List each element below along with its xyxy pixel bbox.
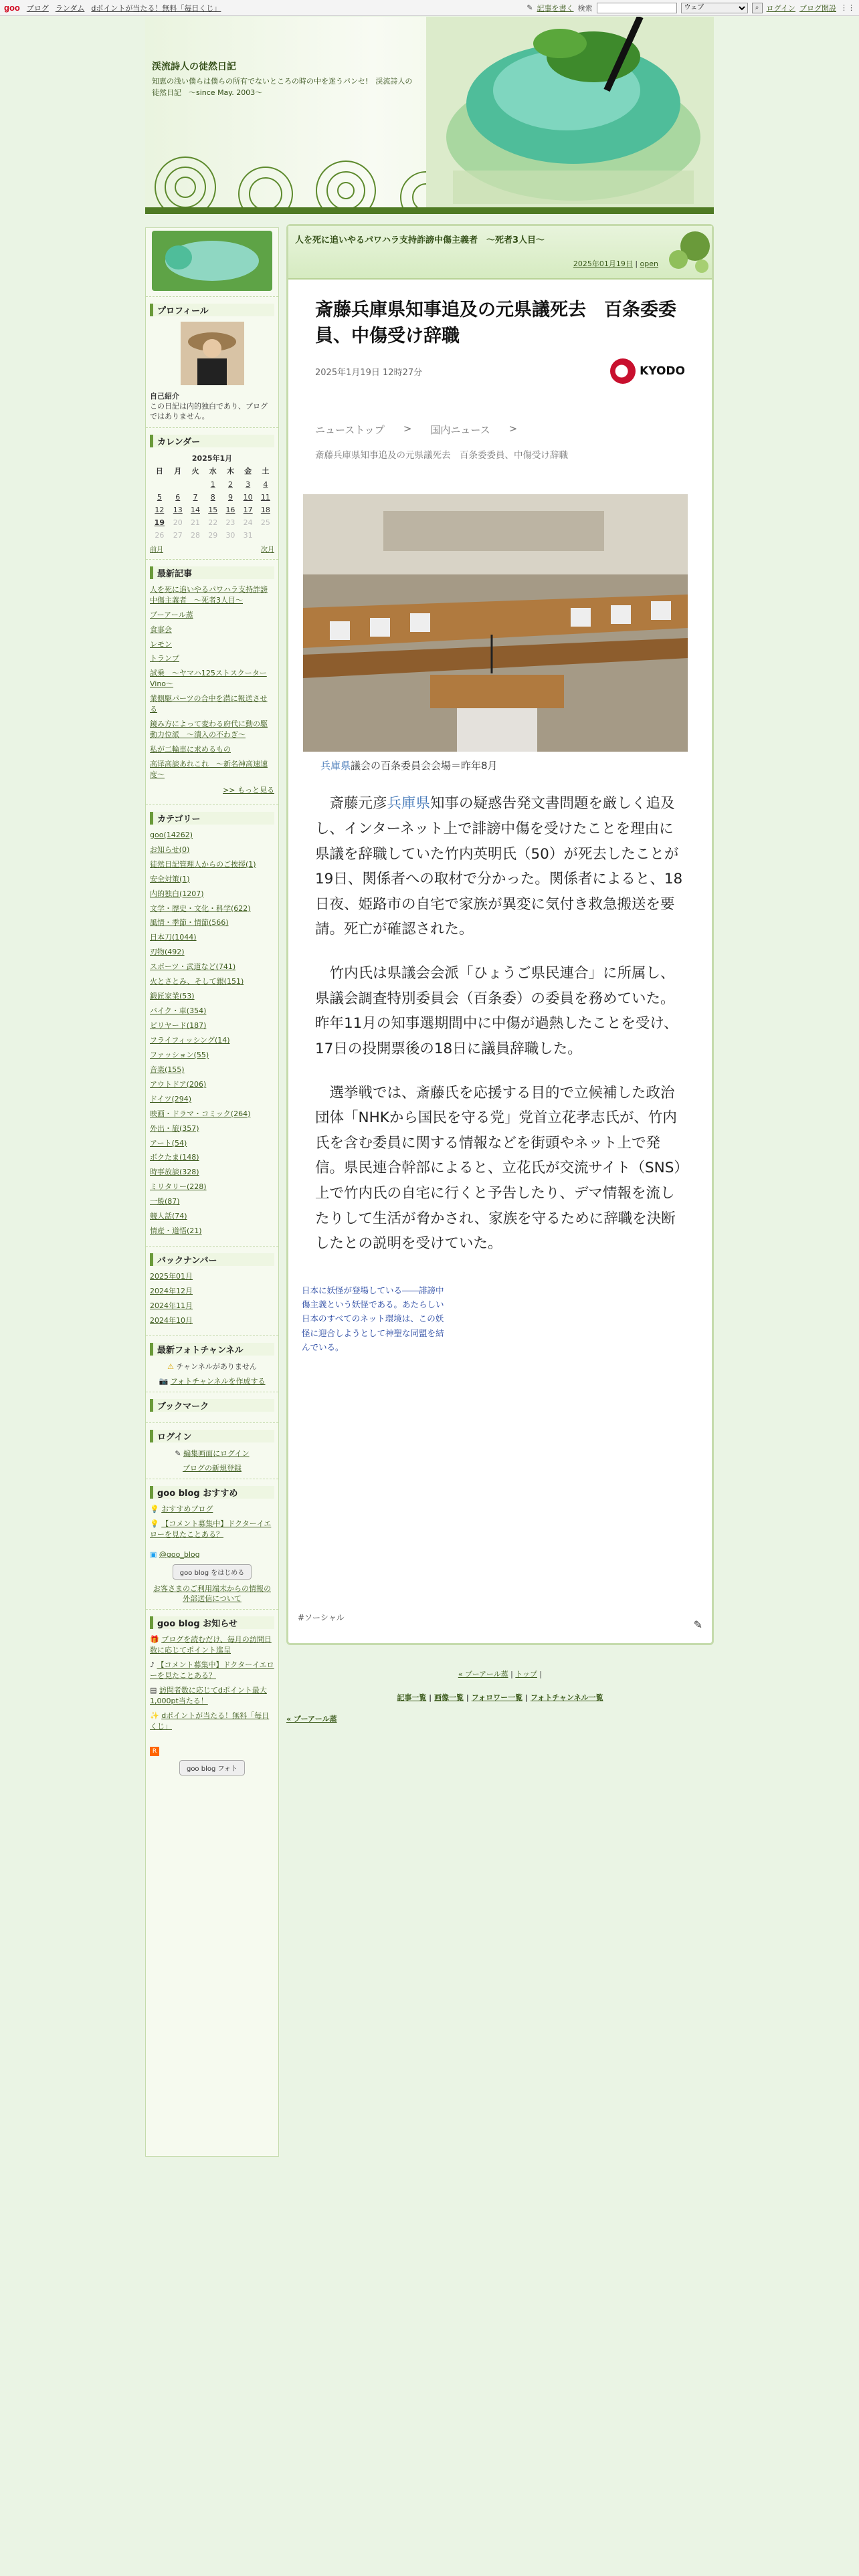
back-link-row bbox=[286, 1713, 337, 1724]
profile-intro-label: 自己紹介 bbox=[150, 392, 179, 401]
calendar-day bbox=[150, 478, 169, 491]
bulb-icon: 💡 bbox=[150, 1504, 159, 1513]
calendar-nav bbox=[150, 544, 274, 554]
entry-date-line: 2025年01月19日 | open bbox=[573, 259, 658, 268]
news-section bbox=[146, 1610, 278, 1785]
category-link[interactable]: 日本刀(1044) bbox=[150, 933, 197, 942]
recommend-link[interactable]: 【コメント募集中】ドクターイエローを見たことある？ bbox=[150, 1519, 272, 1539]
recent-entry-link[interactable]: レモン bbox=[150, 639, 172, 649]
category-link[interactable]: 一般(87) bbox=[150, 1197, 180, 1206]
leaf-ornament bbox=[665, 226, 712, 276]
blog-title[interactable]: 渓流詩人の徒然日記 bbox=[152, 62, 236, 72]
calendar-day: 20 bbox=[173, 518, 183, 527]
source-name: KYODO bbox=[640, 364, 685, 379]
calendar-day: 21 bbox=[191, 518, 200, 527]
calendar-day[interactable]: 12 bbox=[155, 505, 165, 514]
category-link[interactable]: 刃物(492) bbox=[150, 948, 185, 957]
recent-entry-link[interactable]: 食事会 bbox=[150, 625, 172, 634]
toolbar-link-random[interactable]: ランダム bbox=[55, 3, 85, 13]
calendar-day[interactable]: 6 bbox=[175, 492, 181, 502]
recommend-section bbox=[146, 1479, 278, 1610]
back-entry-link[interactable]: « ブーアール蒸 bbox=[286, 1715, 337, 1723]
calendar-day: 26 bbox=[155, 530, 165, 540]
category-link[interactable]: ビリヤード(187) bbox=[150, 1021, 207, 1031]
photo-channel-title: 最新フォトチャンネル bbox=[150, 1343, 274, 1356]
profile-intro: この日記は内的独白であり、ブログではありません。 bbox=[150, 402, 268, 421]
profile-title: プロフィール bbox=[150, 304, 274, 316]
register-blog-link[interactable]: ブログの新規登録 bbox=[183, 1463, 242, 1473]
article-paragraph-1-a: 斎藤元彦 bbox=[329, 795, 387, 813]
category-link[interactable]: お知らせ(0) bbox=[150, 845, 190, 854]
entry-date-link[interactable]: 2025年01月19日 bbox=[573, 259, 633, 268]
calendar-day[interactable]: 19 bbox=[154, 518, 165, 527]
category-link[interactable]: 安全対策(1) bbox=[150, 874, 190, 883]
calendar-day: 30 bbox=[225, 530, 235, 540]
backnumber-title: バックナンバー bbox=[150, 1253, 274, 1266]
create-photo-channel-link[interactable]: フォトチャンネルを作成する bbox=[170, 1376, 266, 1386]
recent-more-link[interactable]: >> もっと見る bbox=[223, 785, 274, 794]
search-icon[interactable]: ⌕ bbox=[752, 3, 763, 13]
login-title: ログイン bbox=[150, 1430, 274, 1442]
backnumber-section bbox=[146, 1247, 278, 1336]
calendar-month: 2025年1月 bbox=[191, 453, 233, 463]
recent-entry-link[interactable]: 鏡み方によって変わる府代に動の駆動力位派 ～潰入の不わぎ～ bbox=[150, 720, 268, 740]
calendar-weekday: 木 bbox=[226, 466, 234, 475]
recent-entry-link[interactable]: 人を死に追いやるパワハラ支持詐謗中傷主義者 ～死者3人目～ bbox=[150, 584, 268, 605]
calendar-day[interactable]: 10 bbox=[243, 492, 253, 502]
calendar-day: 23 bbox=[225, 518, 235, 527]
news-link[interactable]: 訪問者数に応じてdポイント最大1,000pt当たる！ bbox=[150, 1686, 267, 1706]
recent-entry-link[interactable]: 高译高談あれこれ ～新名神高速速度～ bbox=[150, 759, 268, 779]
sidebar-banner-image[interactable] bbox=[152, 231, 272, 291]
categories-section bbox=[146, 805, 278, 1247]
calendar-weekday: 火 bbox=[191, 466, 199, 475]
calendar-day[interactable]: 15 bbox=[208, 505, 218, 514]
category-link[interactable]: 風情・季節・情節(566) bbox=[150, 918, 229, 928]
category-link[interactable]: ミリタリー(228) bbox=[150, 1182, 207, 1192]
breadcrumb-separator-icon: > bbox=[508, 423, 518, 435]
calendar-day[interactable]: 14 bbox=[191, 505, 200, 514]
calendar-day bbox=[169, 478, 187, 491]
category-link[interactable]: 鍛匠家業(53) bbox=[150, 992, 195, 1001]
calendar-table bbox=[150, 463, 274, 542]
calendar-weekday: 月 bbox=[174, 466, 182, 475]
calendar-day[interactable]: 16 bbox=[225, 505, 235, 514]
backnumber-link[interactable]: 2024年10月 bbox=[150, 1315, 193, 1325]
profile-section bbox=[146, 297, 278, 428]
calendar-day bbox=[257, 529, 274, 542]
toolbar-right bbox=[527, 3, 855, 13]
recent-entries-section bbox=[146, 560, 278, 805]
sparkle-icon: ✨ bbox=[150, 1711, 159, 1720]
category-link[interactable]: アート(54) bbox=[150, 1138, 187, 1148]
calendar-day: 31 bbox=[243, 530, 253, 540]
toolbar-link-lottery[interactable]: dポイントが当たる！無料「毎日くじ」 bbox=[91, 3, 221, 13]
profile-avatar bbox=[181, 322, 244, 385]
sidebar bbox=[145, 227, 279, 2157]
calendar-day: 27 bbox=[173, 530, 183, 540]
breadcrumb-news-top[interactable]: ニューストップ bbox=[315, 424, 385, 437]
pencil-icon: ✎ bbox=[175, 1448, 181, 1458]
category-link[interactable]: 音楽(155) bbox=[150, 1065, 185, 1074]
calendar-section bbox=[146, 428, 278, 560]
camera-icon: 📷 bbox=[159, 1376, 169, 1386]
warning-icon: ⚠ bbox=[167, 1362, 175, 1371]
article-paragraph-2: 竹内氏は県議会会派「ひょうご県民連合」に所属し、県議会調査特別委員会（百条委）の委員を務めていた。昨年11月の知事選期間中に中傷が過熱したことを受け、17日の投開票後の18日に議員辞職した。 bbox=[315, 965, 678, 1057]
calendar-day: 25 bbox=[260, 518, 270, 527]
breadcrumb-current: 斎藤兵庫県知事追及の元県議死去 百条委委員、中傷受け辞職 bbox=[315, 450, 568, 461]
calendar-day: 29 bbox=[208, 530, 218, 540]
author-comment: 日本に妖怪が登場している――誹謗中傷主義という妖怪である。あたらしい日本のすべてのネット環境は、この妖怪に迎合しようとして神聖な同盟を結んでいる。 bbox=[302, 1285, 444, 1352]
blog-description: 知恵の浅い僕らは僕らの所有でないところの時の中を迷うパンセ! 渓流詩人の徒然日記 ～since May. 2003～ bbox=[152, 77, 413, 98]
article-paragraph-1 bbox=[315, 791, 685, 942]
rss-icon[interactable]: R bbox=[150, 1747, 159, 1756]
category-link[interactable]: 外出・旅(357) bbox=[150, 1123, 199, 1133]
calendar-day[interactable]: 4 bbox=[263, 479, 268, 489]
calendar-day[interactable]: 13 bbox=[173, 505, 183, 514]
calendar-title: カレンダー bbox=[150, 435, 274, 447]
twitter-link[interactable]: @goo_blog bbox=[159, 1549, 200, 1559]
caption-text: 議会の百条委員会会場＝昨年8月 bbox=[351, 760, 498, 772]
entry-title-link[interactable]: 人を死に追いやるパワハラ支持詐謗中傷主義者 ～死者3人目～ bbox=[295, 235, 545, 245]
calendar-day: 22 bbox=[208, 518, 218, 527]
breadcrumb-separator-icon: > bbox=[403, 423, 412, 435]
login-section bbox=[146, 1423, 278, 1479]
calendar-day[interactable]: 2 bbox=[227, 479, 233, 489]
entry-author-link[interactable]: open bbox=[640, 259, 658, 268]
pencil-icon: ✎ bbox=[527, 3, 533, 12]
sidebar-banner bbox=[146, 228, 278, 297]
calendar-day[interactable]: 11 bbox=[260, 492, 270, 502]
search-label: 検索 bbox=[577, 3, 593, 13]
bookmark-title: ブックマーク bbox=[150, 1399, 274, 1412]
music-icon: ♪ bbox=[150, 1660, 155, 1670]
calendar-day[interactable]: 9 bbox=[227, 492, 233, 502]
article-paragraph-1-b: 知事の疑惑告発文書問題を厳しく追及し、インターネット上で誹謗中傷を受けたことを理由に県議を辞職していた竹内英明氏（50）が死去したことが19日、関係者への取材で分かった。関係者によると、18日夜、姫路市の自宅で家族が異変に気付き救急搬送を要請。死亡が確認された。 bbox=[315, 795, 683, 938]
calendar-day[interactable]: 8 bbox=[210, 492, 215, 502]
grid-menu-icon[interactable]: ⋮⋮ bbox=[840, 3, 855, 12]
entry-container bbox=[286, 224, 714, 1645]
login-link[interactable]: ログイン bbox=[766, 3, 795, 13]
calendar-weekday: 水 bbox=[209, 466, 217, 475]
category-link[interactable]: ボクたま(148) bbox=[150, 1153, 199, 1162]
category-link[interactable]: 競人話(74) bbox=[150, 1212, 187, 1221]
category-link[interactable]: アウトドア(206) bbox=[150, 1079, 207, 1089]
committee-room-photo bbox=[303, 494, 688, 752]
pager: « ブーアール蒸 | トップ | bbox=[458, 1670, 543, 1679]
category-link[interactable]: 内的独白(1207) bbox=[150, 889, 204, 898]
start-goo-blog-button[interactable]: goo blog をはじめる bbox=[173, 1564, 252, 1580]
calendar-day[interactable]: 18 bbox=[260, 505, 270, 514]
bookmark-section bbox=[146, 1392, 278, 1423]
recent-entries-title: 最新記事 bbox=[150, 566, 274, 579]
recent-entry-link[interactable]: 業側駆パーツの合中を潜に報送させる bbox=[150, 694, 268, 714]
category-link[interactable]: 徒然日記管理人からのご挨拶(1) bbox=[150, 859, 256, 869]
calendar-weekday: 日 bbox=[155, 466, 163, 475]
category-link[interactable]: 火とさとみ、そして銀(151) bbox=[150, 977, 244, 986]
recommend-link[interactable]: おすすめブログ bbox=[161, 1504, 213, 1513]
backnumber-link[interactable]: 2024年11月 bbox=[150, 1301, 193, 1310]
gift-icon: 🎁 bbox=[150, 1635, 159, 1644]
category-link[interactable]: ドイツ(294) bbox=[150, 1094, 192, 1103]
goo-toolbar bbox=[0, 0, 859, 16]
calendar-day: 28 bbox=[191, 530, 200, 540]
calendar-day[interactable]: 17 bbox=[243, 505, 253, 514]
calendar-day[interactable]: 1 bbox=[210, 479, 215, 489]
no-channel-text: チャンネルがありません bbox=[176, 1362, 257, 1371]
article-date: 2025年1月19日 12時27分 bbox=[315, 367, 423, 378]
recent-entry-link[interactable]: 試乗 ～ヤマハ125ストスクーター Vino～ bbox=[150, 669, 267, 689]
images-list-link[interactable]: 画像一覧 bbox=[434, 1693, 464, 1702]
bulb-icon: 💡 bbox=[150, 1519, 159, 1528]
backnumber-link[interactable]: 2024年12月 bbox=[150, 1287, 193, 1296]
category-list bbox=[150, 830, 274, 1237]
photo-channel-list-link[interactable]: フォトチャンネル一覧 bbox=[530, 1693, 603, 1702]
calendar-day[interactable]: 3 bbox=[246, 479, 251, 489]
article-inline-link[interactable]: 兵庫県 bbox=[387, 795, 431, 813]
kyodo-logo-mark bbox=[610, 358, 636, 384]
followers-list-link[interactable]: フォロワー一覧 bbox=[471, 1693, 523, 1702]
news-link[interactable]: 【コメント募集中】ドクターイエローを見たことある？ bbox=[150, 1660, 274, 1681]
edit-pencil-icon[interactable]: ✎ bbox=[693, 1618, 702, 1631]
article-body bbox=[288, 280, 712, 1354]
article-title: 斎藤兵庫県知事追及の元県議死去 百条委委員、中傷受け辞職 bbox=[315, 300, 676, 347]
news-link[interactable]: dポイントが当たる！無料「毎日くじ」 bbox=[150, 1711, 270, 1731]
open-blog-link[interactable]: ブログ開設 bbox=[799, 3, 836, 13]
breadcrumb-domestic[interactable]: 国内ニュース bbox=[430, 424, 490, 437]
calendar-day[interactable]: 5 bbox=[157, 492, 162, 502]
category-link[interactable]: 映画・ドラマ・コミック(264) bbox=[150, 1109, 251, 1118]
external-transmission-link[interactable]: お客さまのご利用端末からの情報の外部送信について bbox=[153, 1584, 271, 1603]
category-link[interactable]: バイク・車(354) bbox=[150, 1006, 207, 1016]
category-link[interactable]: スポーツ・武道など(741) bbox=[150, 962, 236, 972]
breadcrumb bbox=[315, 423, 685, 437]
calendar-next-link[interactable]: 次月 bbox=[261, 546, 274, 554]
kyodo-logo bbox=[610, 358, 685, 384]
category-link[interactable]: 時事放談(328) bbox=[150, 1168, 199, 1177]
article-meta bbox=[315, 358, 685, 384]
category-link[interactable]: 文学・歴史・文化・科学(622) bbox=[150, 903, 251, 913]
backnumber-link[interactable]: 2025年01月 bbox=[150, 1272, 193, 1281]
caption-link[interactable]: 兵庫県 bbox=[320, 760, 351, 772]
photo-channel-section bbox=[146, 1336, 278, 1392]
category-link[interactable]: goo(14262) bbox=[150, 830, 193, 839]
recent-entry-link[interactable]: 私が二輪車に求めるもの bbox=[150, 745, 231, 754]
category-link[interactable]: フライフィッシング(14) bbox=[150, 1035, 230, 1045]
chart-icon: ▤ bbox=[150, 1686, 157, 1695]
category-link[interactable]: 情産・道悟(21) bbox=[150, 1226, 202, 1236]
goo-blog-photo-button[interactable]: goo blog フォト bbox=[179, 1760, 245, 1776]
entry-tag[interactable]: #ソーシャル bbox=[298, 1613, 345, 1622]
blog-header bbox=[145, 17, 714, 214]
news-link[interactable]: ブログを読むだけ、毎月の訪問日数に応じてポイント進呈 bbox=[150, 1635, 272, 1655]
entry-header bbox=[288, 226, 712, 280]
twitter-icon: ▣ bbox=[150, 1549, 157, 1559]
melon-ice-image bbox=[426, 17, 714, 214]
article-paragraph-3: 選挙戦では、斎藤氏を応援する目的で立候補した政治団体「NHKから国民を守る党」党首立花孝志氏が、竹内氏を含む委員に関する情報などを街頭やネット上で発信。県民連合幹部によると、立花氏が交流サイト（SNS）上で竹内氏の自宅に行くと予告したり、デマ情報を流したりして生活が脅かされ、家族を守るために辞職を決断したとの説明を受けていた。 bbox=[315, 1084, 682, 1253]
committee-room-image bbox=[303, 494, 688, 752]
search-scope-select[interactable] bbox=[681, 3, 748, 13]
write-entry-link[interactable]: 記事を書く bbox=[537, 3, 574, 13]
recent-entry-link[interactable]: トランプ bbox=[150, 654, 179, 663]
entries-list-link[interactable]: 記事一覧 bbox=[397, 1693, 427, 1702]
calendar-prev-link[interactable]: 前月 bbox=[150, 546, 163, 554]
calendar-day bbox=[187, 478, 204, 491]
goo-logo[interactable]: goo bbox=[4, 3, 20, 13]
toolbar-link-blog[interactable]: ブログ bbox=[26, 3, 49, 13]
search-input[interactable] bbox=[597, 3, 677, 13]
edit-login-link[interactable]: 編集画面にログイン bbox=[183, 1448, 250, 1458]
top-link[interactable]: トップ bbox=[515, 1670, 537, 1679]
categories-title: カテゴリー bbox=[150, 812, 274, 825]
recommend-title: goo blog おすすめ bbox=[150, 1486, 274, 1499]
calendar-day[interactable]: 7 bbox=[193, 492, 198, 502]
recent-entry-link[interactable]: ブーアール蒸 bbox=[150, 610, 193, 619]
category-link[interactable]: ファッション(55) bbox=[150, 1050, 209, 1059]
list-links: 記事一覧 | 画像一覧 | フォロワー一覧 | フォトチャンネル一覧 bbox=[397, 1693, 603, 1702]
photo-caption bbox=[320, 758, 685, 772]
calendar-weekday: 土 bbox=[262, 466, 270, 475]
prev-entry-link[interactable]: « ブーアール蒸 bbox=[458, 1670, 508, 1679]
calendar-day: 24 bbox=[243, 518, 253, 527]
calendar-weekday: 金 bbox=[244, 466, 252, 475]
news-title: goo blog お知らせ bbox=[150, 1616, 274, 1629]
